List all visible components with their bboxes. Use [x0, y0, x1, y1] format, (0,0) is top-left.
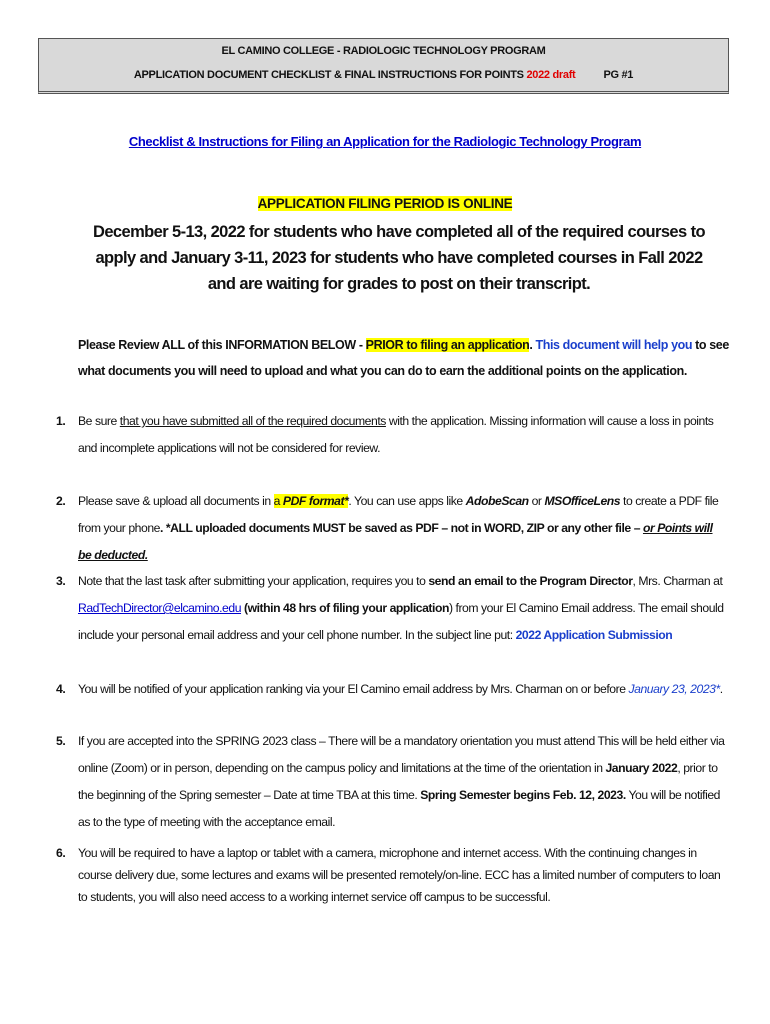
item5-semester-begins: Spring Semester begins Feb. 12, 2023.: [420, 788, 626, 802]
review-part5: to see what documents you will need to upload and what you can do to earn the additional points on the application.: [78, 338, 729, 378]
header-line2-main: APPLICATION DOCUMENT CHECKLIST & FINAL INSTRUCTIONS FOR POINTS: [133, 69, 527, 81]
item-number: 4.: [56, 682, 66, 696]
item2-pdf-highlight: [274, 494, 349, 508]
item3-subject-line: 2022 Application Submission: [515, 628, 673, 642]
review-part3: .: [529, 338, 536, 352]
item-number: 2.: [56, 494, 66, 508]
draft-label: 2022 draft: [526, 69, 576, 81]
item5-text-c: , prior to the beginning of the Spring semester – Date at time TBA at this time.: [78, 761, 718, 802]
review-help-text: This document will help you: [535, 338, 693, 352]
item4-text-c: .: [719, 682, 723, 696]
list-item-1: [56, 408, 728, 462]
item2-points-deducted: or Points will be deducted.: [78, 521, 713, 562]
item2-msofficelens: MSOfficeLens: [544, 494, 621, 508]
item4-notify-date: January 23, 2023*: [628, 682, 720, 696]
item5-text-e: You will be notified as to the type of meeting with the acceptance email.: [78, 788, 720, 829]
list-item-4: [56, 676, 728, 703]
item6-text: You will be required to have a laptop or tablet with a camera, microphone and internet access. With the continuing changes in course delivery due, some lectures and exams will be presented remotely/on-line. ECC has a limited number of computers to loan to students, you will also need access to a working internet service off campus to be successful.: [78, 846, 721, 904]
item2-text-a: Please save & upload all documents in: [78, 494, 274, 508]
item5-january: January 2022: [605, 761, 678, 775]
item4-text-a: You will be notified of your application ranking via your El Camino email address by Mrs. Charman on or before: [78, 682, 629, 696]
item1-text-c: with the application. Missing information will cause a loss in points and incomplete applications will not be considered for review.: [78, 414, 714, 455]
header-line1: EL CAMINO COLLEGE - RADIOLOGIC TECHNOLOGY PROGRAM: [221, 45, 546, 57]
page-title: Checklist & Instructions for Filing an Application for the Radiologic Technology Program: [128, 134, 642, 149]
item2-adobescan: AdobeScan: [465, 494, 529, 508]
item3-text-f: ) from your El Camino Email address.: [448, 601, 636, 615]
item-number: 1.: [56, 414, 66, 428]
item3-text-g: The email should include your personal email address and your cell phone number. In the subject line put:: [78, 601, 724, 642]
list-item-5: [56, 728, 728, 836]
review-part1: Please Review ALL of this INFORMATION BELOW -: [78, 338, 366, 352]
filing-period-banner: [0, 195, 770, 213]
item2-text-h: to create a PDF file from your phone: [78, 494, 719, 535]
item1-text-a: Be sure: [78, 414, 120, 428]
item3-send-email: send an email to the Program Director: [428, 574, 633, 588]
review-notice: [78, 332, 733, 384]
header-box: [38, 38, 729, 94]
filing-period-text: APPLICATION FILING PERIOD IS ONLINE: [257, 196, 513, 211]
list-item-3: [56, 568, 728, 649]
item-number: 5.: [56, 734, 66, 748]
program-director-email-link[interactable]: RadTechDirector@elcamino.edu: [78, 601, 242, 615]
list-item-2: [56, 488, 728, 569]
item3-within-48hrs: (within 48 hrs of filing your application: [241, 601, 449, 615]
item2-text-f: or: [528, 494, 545, 508]
item-number: 6.: [56, 846, 66, 860]
item2-pdf-format: PDF format*: [282, 494, 349, 508]
item-number: 3.: [56, 574, 66, 588]
item1-underlined: that you have submitted all of the required documents: [119, 414, 386, 428]
item5-text-a: If you are accepted into the SPRING 2023 class – There will be a mandatory orientation you must attend This will be held either via online (Zoom) or in person, depending on the campus policy and limitations at the time of the orientation in: [78, 734, 725, 775]
review-prior-highlight: PRIOR to filing an application: [365, 338, 530, 352]
list-item-6: [56, 842, 728, 908]
item3-text-a: Note that the last task after submitting your application, requires you to: [78, 574, 429, 588]
item3-text-c: , Mrs. Charman at: [632, 574, 723, 588]
filing-dates: December 5-13, 2022 for students who have completed all of the required courses to apply and January 3-11, 2023 for students who have completed courses in Fall 2022 and are waiting for grades to post on their transcript.: [93, 223, 705, 293]
item2-text-d: . You can use apps like: [348, 494, 466, 508]
header-line2: [39, 69, 728, 81]
item2-text-b: a: [273, 494, 283, 508]
page-number: PG #1: [603, 69, 634, 81]
item2-pdf-requirement: . *ALL uploaded documents MUST be saved as PDF – not in WORD, ZIP or any other file –: [160, 521, 643, 535]
